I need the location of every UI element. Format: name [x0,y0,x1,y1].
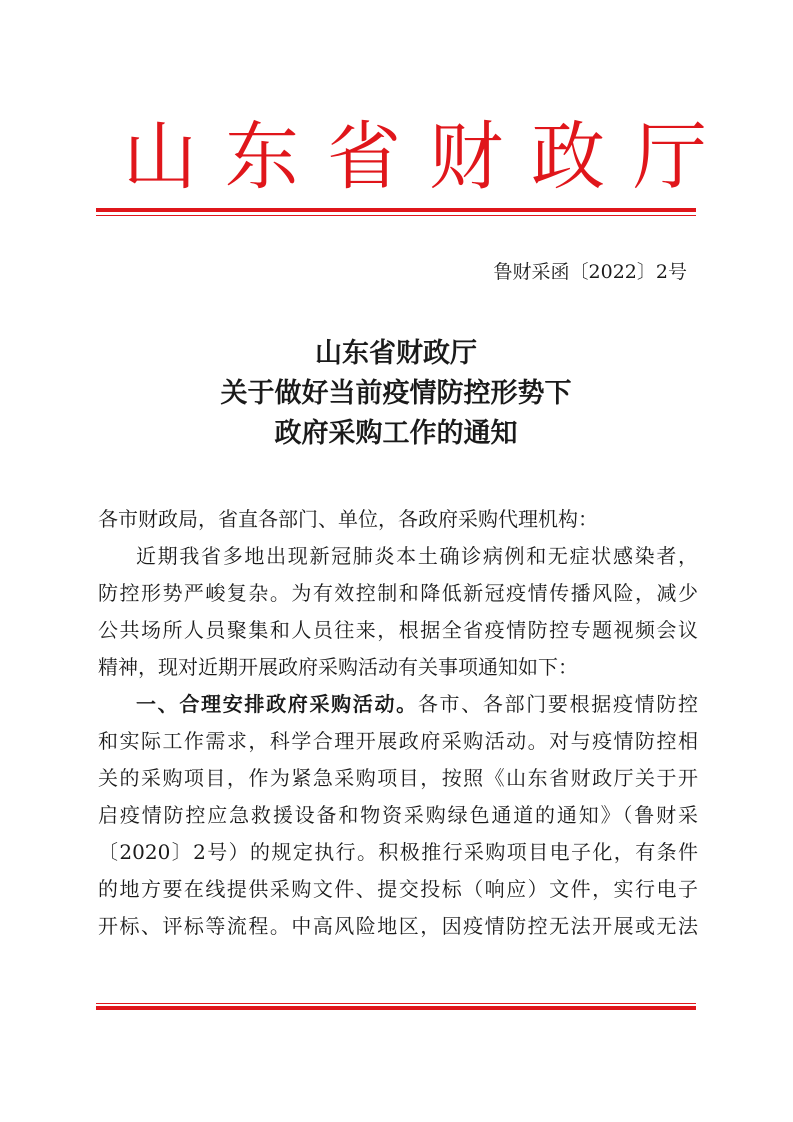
paragraph-2-line-2: 和实际工作需求，科学合理开展政府采购活动。对与疫情防控相 [98,729,698,753]
paragraph-1-line-3: 公共场所人员聚集和人员往来，根据全省疫情防控专题视频会议 [98,618,698,642]
title-line-3: 政府采购工作的通知 [274,418,518,449]
footer-rule-thick [96,1006,696,1010]
paragraph-1-line-4: 精神，现对近期开展政府采购活动有关事项通知如下： [98,655,578,679]
paragraph-2-line-4: 启疫情防控应急救援设备和物资采购绿色通道的通知》（鲁财采 [98,803,698,827]
masthead-rule-thick [96,208,696,212]
paragraph-2-line-6: 的地方要在线提供采购文件、提交投标（响应）文件，实行电子 [98,877,698,901]
section-heading-1: 一、合理安排政府采购活动。 [136,692,418,716]
addressee: 各市财政局，省直各部门、单位，各政府采购代理机构： [98,507,598,531]
document-number: 鲁财采函〔2022〕2号 [493,261,687,283]
footer-rule-thin [96,1003,696,1004]
paragraph-1-line-1: 近期我省多地出现新冠肺炎本土确诊病例和无症状感染者， [136,544,698,568]
masthead-title: 山东省财政厅 [123,114,735,200]
title-line-1: 山东省财政厅 [315,338,477,369]
paragraph-2-line-1-text: 各市、各部门要根据疫情防控 [417,692,699,716]
paragraph-1-line-2: 防控形势严峻复杂。为有效控制和降低新冠疫情传播风险，减少 [98,581,698,605]
paragraph-2-line-7: 开标、评标等流程。中高风险地区，因疫情防控无法开展或无法 [98,914,698,938]
paragraph-2-line-3: 关的采购项目，作为紧急采购项目，按照《山东省财政厅关于开 [98,766,698,790]
masthead-rule-thin [96,215,696,216]
paragraph-2-line-1 [98,686,698,723]
paragraph-2-line-5: 〔2020〕2号）的规定执行。积极推行采购项目电子化，有条件 [98,840,698,864]
title-line-2: 关于做好当前疫情防控形势下 [220,378,572,409]
document-title [96,334,696,454]
document-body [98,501,698,945]
